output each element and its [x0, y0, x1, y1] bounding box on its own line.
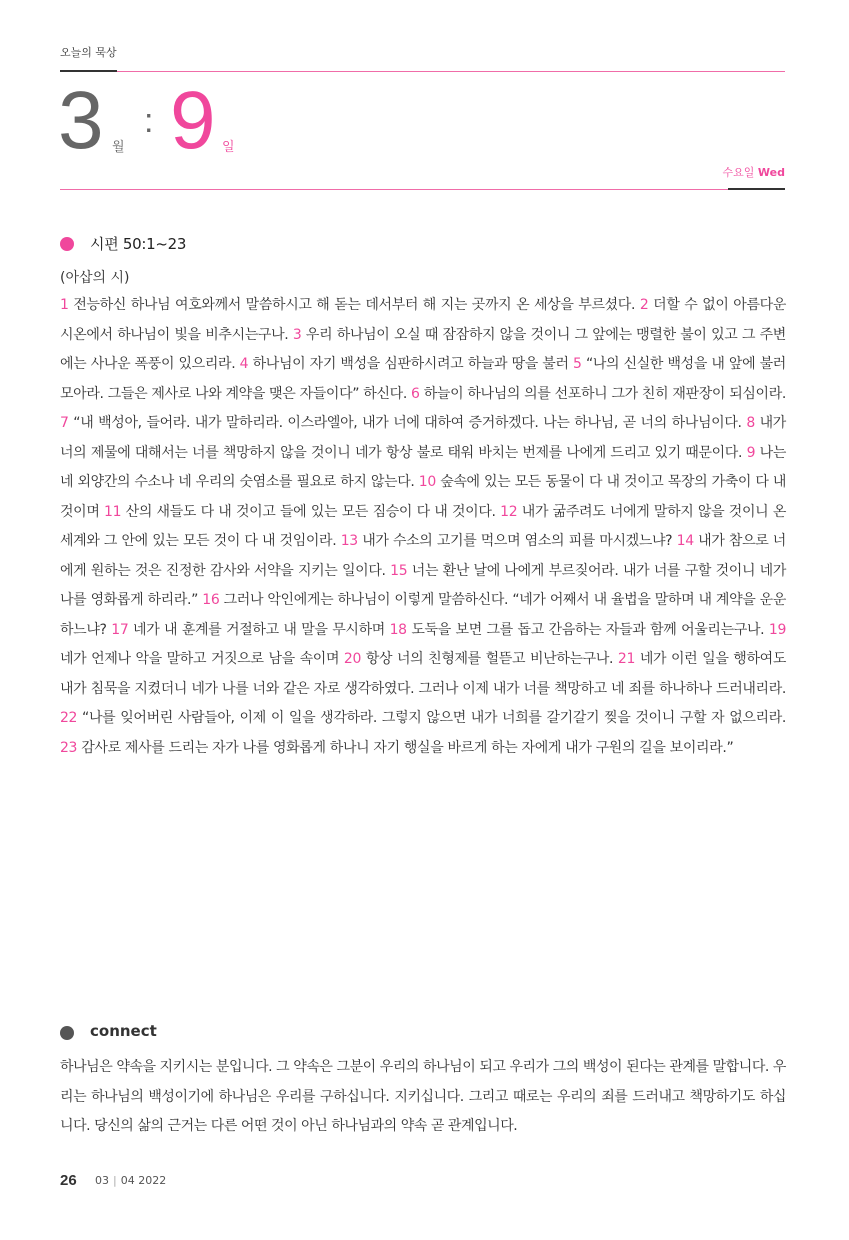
- verse-number: 12: [500, 503, 518, 520]
- scripture-bullet-icon: [60, 237, 74, 251]
- verse-number: 14: [676, 533, 694, 549]
- verse-number: 9: [746, 444, 756, 461]
- scripture-reference: 시편 50:1~23: [90, 235, 187, 253]
- verse-text: 내가 굶주려도 너에게 말하지 않을 것이니 온 세계와 그 안에 있는 모든 것이 다 내 것임이라.: [60, 503, 786, 549]
- connect-body: 하나님은 약속을 지키시는 분입니다. 그 약속은 그분이 우리의 하나님이 되고 우리가 그의 백성이 된다는 관계를 말합니다. 우리는 하나님의 백성이기에 하나님은 우리를 구하십니다. 지키십니다. 그리고 때로는 우리의 죄를 드러내고 책망하기도 하십니다. 당신의 삶의 근거는 다른 어떤 것이 아닌 하나님과의 약속 곧 관계입니다.: [60, 1059, 786, 1134]
- verse-number: 19: [768, 621, 787, 638]
- date-day: 9: [170, 75, 216, 166]
- section-label: 오늘의 묵상: [60, 46, 117, 59]
- verse-text: 더할 수 없이 아름다운 시온에서 하나님이 빛을 비추시는구나.: [60, 297, 786, 343]
- verse-text: 네가 언제나 악을 말하고 거짓으로 남을 속이며: [60, 651, 344, 667]
- weekday-kr: 수요일: [722, 166, 755, 179]
- verse-number: 11: [104, 503, 122, 520]
- verse-text: 도둑을 보면 그를 돕고 간음하는 자들과 함께 어울리는구나.: [406, 621, 769, 638]
- verse-text: 산의 새들도 다 내 것이고 들에 있는 모든 짐승이 다 내 것이다.: [121, 503, 501, 520]
- verse-number: 4: [239, 356, 249, 372]
- verse-text: 전능하신 하나님 여호와께서 말씀하시고 해 돋는 데서부터 해 지는 곳까지 온 세상을 부르셨다.: [68, 297, 640, 313]
- verse-text: 네가 내 훈계를 거절하고 내 말을 무시하며: [128, 621, 390, 638]
- verse-text: 네가 이런 일을 행하여도 내가 침묵을 지켰더니 네가 나를 너와 같은 자로 생각하였다. 그러나 이제 내가 너를 책망하고 네 죄를 하나하나 드러내리라.: [60, 651, 786, 697]
- verse-number: 18: [389, 621, 407, 638]
- weekday-en: Wed: [757, 166, 785, 179]
- verse-text: “나를 잊어버린 사람들아, 이제 이 일을 생각하라. 그렇지 않으면 내가 너희를 갈기갈기 찢을 것이니 구할 자 없으리라.: [77, 710, 786, 726]
- verse-text: 나는 네 외양간의 수소나 네 우리의 숫염소를 필요로 하지 않는다.: [60, 444, 787, 490]
- connect-heading: connect: [90, 1022, 157, 1040]
- verse-number: 6: [411, 385, 420, 402]
- verse-number: 2: [639, 297, 649, 313]
- verse-number: 3: [292, 326, 302, 343]
- page-number: 26: [60, 1172, 77, 1189]
- section-label-underline: [60, 70, 117, 72]
- verse-text: 우리 하나님이 오실 때 잠잠하지 않을 것이니 그 앞에는 맹렬한 불이 있고 그 주변에는 사나운 폭풍이 있으리라.: [60, 326, 786, 372]
- verse-number: 17: [111, 621, 129, 638]
- verse-number: 1: [60, 297, 69, 313]
- verse-number: 16: [202, 592, 220, 608]
- verse-number: 15: [390, 562, 408, 579]
- verse-number: 21: [617, 651, 636, 667]
- verse-text: 그러나 악인에게는 하나님이 이렇게 말씀하신다. “네가 어째서 내 율법을 말하며 내 계약을 운운하느냐?: [60, 592, 786, 638]
- verse-text: 너는 환난 날에 나에게 부르짖어라. 내가 너를 구할 것이니 네가 나를 영화롭게 하리라.”: [60, 562, 787, 608]
- verse-number: 5: [573, 356, 582, 372]
- verse-text: “나의 신실한 백성을 내 앞에 불러모아라. 그들은 제사로 나와 계약을 맺은 자들이다” 하신다.: [60, 356, 786, 402]
- issue-date: [95, 1174, 166, 1187]
- verse-number: 20: [343, 651, 362, 667]
- verse-number: 10: [418, 474, 436, 490]
- verse-text: 항상 너의 친형제를 헐뜯고 비난하는구나.: [361, 651, 618, 667]
- issue-separator: |: [113, 1174, 117, 1187]
- mid-divider: [60, 189, 728, 190]
- verse-number: 7: [60, 415, 69, 431]
- date-day-unit: 일: [222, 140, 235, 155]
- verse-text: 감사로 제사를 드리는 자가 나를 영화롭게 하나니 자기 행실을 바르게 하는 자에게 내가 구원의 길을 보이리라.”: [77, 739, 734, 756]
- issue-month: 03: [95, 1174, 109, 1187]
- connect-bullet-icon: [60, 1026, 74, 1040]
- scripture-subtitle: (아삽의 시): [60, 270, 130, 286]
- verse-number: 23: [60, 739, 78, 756]
- verse-text: 숲속에 있는 모든 동물이 다 내 것이고 목장의 가축이 다 내 것이며: [60, 474, 786, 520]
- top-divider: [117, 71, 785, 72]
- date-month: 3: [58, 75, 104, 166]
- verse-number: 13: [340, 533, 358, 549]
- verse-text: “내 백성아, 들어라. 내가 말하리라. 이스라엘아, 내가 너에 대하여 증거하겠다. 나는 하나님, 곧 너의 하나님이다.: [68, 415, 747, 431]
- weekday-label: [723, 164, 785, 180]
- scripture-passage: [60, 291, 786, 763]
- verse-text: 내가 수소의 고기를 먹으며 염소의 피를 마시겠느냐?: [357, 533, 677, 549]
- verse-text: 내가 너의 제물에 대해서는 너를 책망하지 않을 것이니 네가 항상 불로 태워 바치는 번제를 나에게 드리고 있기 때문이다.: [60, 415, 786, 461]
- date-month-unit: 월: [112, 140, 125, 155]
- weekday-underline: [728, 188, 785, 190]
- date-colon: :: [144, 102, 154, 140]
- verse-text: 하나님이 자기 백성을 심판하시려고 하늘과 땅을 불러: [248, 356, 574, 372]
- verse-number: 8: [746, 415, 755, 431]
- verse-number: 22: [60, 710, 78, 726]
- issue-rest: 04 2022: [120, 1174, 167, 1187]
- verse-text: 내가 참으로 너에게 원하는 것은 진정한 감사와 서약을 지키는 일이다.: [60, 533, 786, 579]
- verse-text: 하늘이 하나님의 의를 선포하니 그가 친히 재판장이 되심이라.: [419, 385, 786, 402]
